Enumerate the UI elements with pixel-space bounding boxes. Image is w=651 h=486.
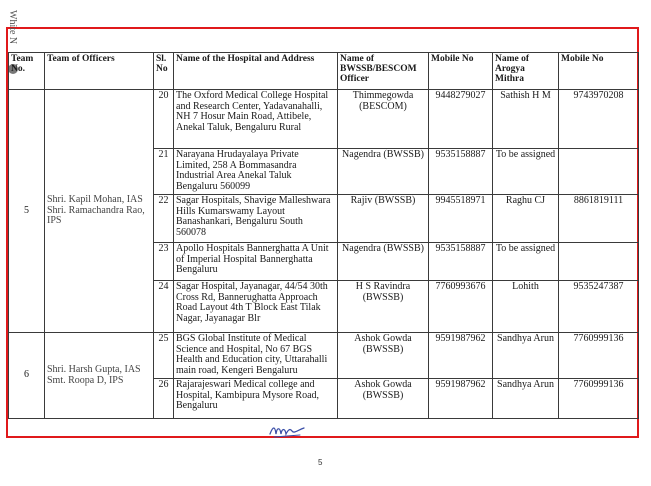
officer-mobile: 9591987962 (429, 333, 493, 379)
team-number: 5 (9, 90, 45, 333)
officer-mobile: 7760993676 (429, 281, 493, 333)
bwssb-officer: Ashok Gowda (BWSSB) (338, 333, 429, 379)
bwssb-officer: Nagendra (BWSSB) (338, 243, 429, 281)
hospital-address: Apollo Hospitals Bannerghatta A Unit of Imperial Hospital Bannerghatta Bengaluru (174, 243, 338, 281)
officer-name: Shri. Kapil Mohan, IAS (47, 194, 143, 206)
mithra-mobile: 7760999136 (559, 333, 639, 379)
arogya-mithra: Sathish H M (493, 90, 559, 149)
officer-name: Smt. Roopa D, IPS (47, 374, 124, 386)
header-team-no: Team No. (9, 53, 45, 90)
sl-no: 23 (154, 243, 174, 281)
bwssb-officer: Nagendra (BWSSB) (338, 149, 429, 195)
arogya-mithra: To be assigned (493, 149, 559, 195)
mithra-mobile: 9535247387 (559, 281, 639, 333)
mithra-mobile (559, 149, 639, 195)
sl-no: 26 (154, 379, 174, 419)
officer-mobile: 9591987962 (429, 379, 493, 419)
officer-name: Shri. Harsh Gupta, IAS (47, 364, 141, 375)
arogya-mithra: To be assigned (493, 243, 559, 281)
page-number: 5 (318, 458, 323, 467)
arogya-mithra: Sandhya Arun (493, 379, 559, 419)
mithra-mobile: 9743970208 (559, 90, 639, 149)
arogya-mithra: Raghu CJ (493, 195, 559, 243)
table-row (9, 90, 639, 149)
header-team-of-officers: Team of Officers (45, 53, 154, 90)
header-bwssb-officer: Name of BWSSB/BESCOM Officer (338, 53, 429, 90)
bwssb-officer: H S Ravindra (BWSSB) (338, 281, 429, 333)
table-row (9, 333, 639, 379)
sl-no: 20 (154, 90, 174, 149)
bwssb-officer: Ashok Gowda (BWSSB) (338, 379, 429, 419)
team-officers (45, 333, 154, 419)
arogya-mithra: Sandhya Arun (493, 333, 559, 379)
mithra-mobile (559, 243, 639, 281)
sl-no: 22 (154, 195, 174, 243)
hospital-address: BGS Global Institute of Medical Science and Hospital, No 67 BGS Health and Education city, Uttarahalli main road, Kengeri Bengaluru (174, 333, 338, 379)
mithra-mobile: 8861819111 (559, 195, 639, 243)
header-mithra-mobile-no: Mobile No (559, 53, 639, 90)
officer-mobile: 9945518971 (429, 195, 493, 243)
sl-no: 24 (154, 281, 174, 333)
hospital-assignment-table (8, 52, 639, 419)
bwssb-officer: Thimmegowda (BESCOM) (338, 90, 429, 149)
team-number: 6 (9, 333, 45, 419)
header-row (9, 53, 639, 90)
hospital-address: Rajarajeswari Medical college and Hospital, Kambipura Mysore Road, Bengaluru (174, 379, 338, 419)
header-hospital: Name of the Hospital and Address (174, 53, 338, 90)
bwssb-officer: Rajiv (BWSSB) (338, 195, 429, 243)
officer-mobile: 9535158887 (429, 149, 493, 195)
hospital-address: The Oxford Medical College Hospital and Research Center, Yadavanahalli, NH 7 Hosur Main Road, Attibele, Anekal Taluk, Bengaluru Rural (174, 90, 338, 149)
officer-mobile: 9535158887 (429, 243, 493, 281)
sl-no: 25 (154, 333, 174, 379)
hospital-address: Sagar Hospital, Jayanagar, 44/54 30th Cross Rd, Bannerughatta Approach Road Layout 4th T Block East Tilak Nagar, Jayanagar Blr (174, 281, 338, 333)
signature-icon (268, 422, 308, 440)
officer-name: Shri. Ramachandra Rao, IPS (47, 204, 145, 227)
header-mobile-no: Mobile No (429, 53, 493, 90)
mithra-mobile: 7760999136 (559, 379, 639, 419)
header-sl-no: Sl. No (154, 53, 174, 90)
header-arogya-mithra: Name of Arogya Mithra (493, 53, 559, 90)
sl-no: 21 (154, 149, 174, 195)
team-officers (45, 90, 154, 333)
officer-mobile: 9448279027 (429, 90, 493, 149)
hospital-address: Narayana Hrudayalaya Private Limited, 258 A Bommasandra Industrial Area Anekal Taluk Bengaluru 560099 (174, 149, 338, 195)
edge-text: White N (7, 10, 18, 45)
arogya-mithra: Lohith (493, 281, 559, 333)
hospital-address: Sagar Hospitals, Shavige Malleshwara Hills Kumarswamy Layout Banashankari, Bengaluru South 560078 (174, 195, 338, 243)
